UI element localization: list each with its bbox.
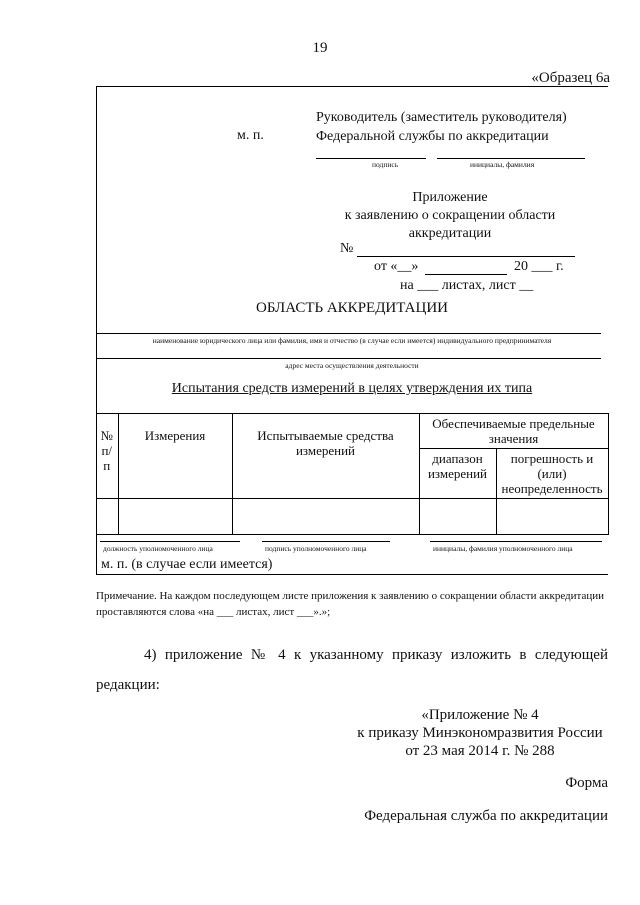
- stamp-label: м. п.: [237, 128, 264, 143]
- entity-line: [96, 333, 601, 334]
- col-limits-header: Обеспечиваемые предельные значения: [419, 414, 608, 449]
- position-caption: должность уполномоченного лица: [103, 544, 213, 553]
- name-line: [437, 158, 585, 159]
- col-num-header: № п/п: [96, 414, 118, 499]
- name-line-bottom: [430, 541, 602, 542]
- head-line-2: Федеральной службы по аккредитации: [316, 129, 549, 144]
- col-range-header: диапазон измерений: [419, 449, 496, 499]
- position-line: [100, 541, 240, 542]
- annex-line-3: от 23 мая 2014 г. № 288: [405, 743, 555, 759]
- scope-table: [96, 413, 609, 535]
- scope-title: ОБЛАСТЬ АККРЕДИТАЦИИ: [255, 300, 449, 316]
- note: Примечание. На каждом последующем листе приложения к заявлению о сокращении области аккредитации проставляются слова «на ___ листах, лист ___».»;: [96, 590, 605, 618]
- page-number: 19: [312, 40, 328, 56]
- year-text: 20 ___ г.: [514, 259, 564, 274]
- sign-caption: подпись: [372, 160, 399, 169]
- table-cell: [96, 499, 118, 535]
- from-prefix: от «__»: [374, 259, 419, 274]
- form-label: Форма: [565, 775, 608, 791]
- col-measure-header: Измерения: [118, 414, 232, 499]
- name-caption: инициалы, фамилия: [470, 160, 535, 169]
- address-caption: адрес места осуществления деятельности: [285, 361, 419, 370]
- col-tested-header: Испытываемые средства измерений: [232, 414, 419, 499]
- signature-line-bottom: [262, 541, 390, 542]
- app-line-2: к заявлению о сокращении области: [344, 208, 556, 223]
- address-line: [96, 358, 601, 359]
- signature-caption: подпись уполномоченного лица: [265, 544, 367, 553]
- app-title: Приложение: [412, 190, 488, 205]
- sample-label: «Образец 6а: [531, 70, 610, 86]
- table-cell: [496, 499, 608, 535]
- paragraph: 4) приложение № 4 к указанному приказу изложить в следующей редакции:: [96, 647, 608, 693]
- entity-caption: наименование юридического лица или фамилия, имя и отчество (в случае если имеется) индивидуального предпринимателя: [152, 336, 552, 345]
- test-title: Испытания средств измерений в целях утверждения их типа: [171, 381, 533, 396]
- number-label: №: [340, 241, 354, 256]
- signature-line: [316, 158, 426, 159]
- fed-service: Федеральная служба по аккредитации: [364, 808, 608, 824]
- annex-line-2: к приказу Минэкономразвития России: [357, 725, 603, 741]
- annex-line-1: «Приложение № 4: [421, 707, 539, 723]
- official-name-caption: инициалы, фамилия уполномоченного лица: [433, 544, 573, 553]
- table-cell: [118, 499, 232, 535]
- stamp-bottom: м. п. (в случае если имеется): [101, 557, 273, 572]
- table-cell: [419, 499, 496, 535]
- date-line: [425, 274, 507, 275]
- app-line-3: аккредитации: [408, 226, 492, 241]
- pages-text: на ___ листах, лист __: [400, 278, 534, 293]
- col-error-header: погрешность и (или) неопределенность: [496, 449, 608, 499]
- table-cell: [232, 499, 419, 535]
- number-line: [357, 256, 575, 257]
- head-line-1: Руководитель (заместитель руководителя): [316, 110, 567, 125]
